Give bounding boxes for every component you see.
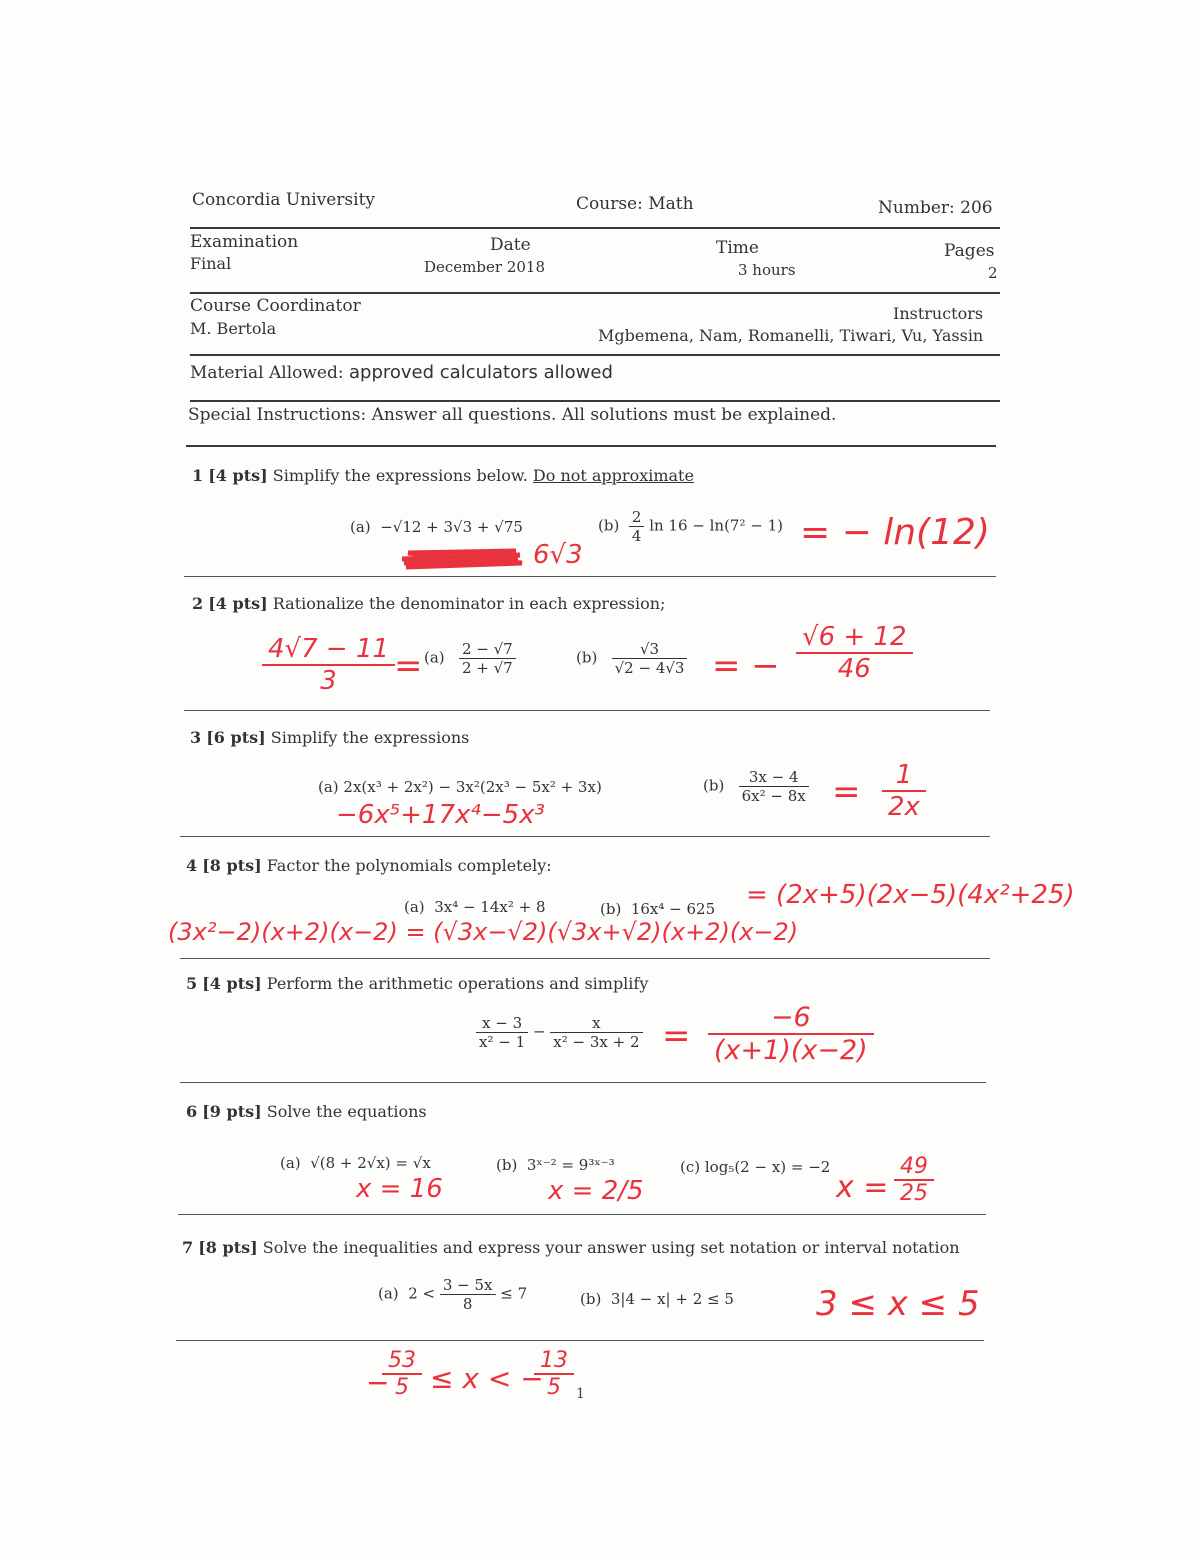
- q3b-answer: $\frac{1}{2x}$: [882, 760, 926, 822]
- q4-part-b: (b) 16x⁴ − 625: [600, 900, 716, 918]
- pages-label: Pages: [944, 241, 995, 261]
- q5-answer: $\frac{-6}{(x+1)(x-2)}$: [708, 1002, 874, 1066]
- exam-label: Examination: [190, 232, 299, 252]
- q6-part-c: (c) log₅(2 − x) = −2: [680, 1158, 831, 1176]
- university-name: Concordia University: [192, 190, 376, 210]
- q7a-answer-frac-1: $\frac{53}{5}$: [382, 1348, 422, 1400]
- q7a-suffix: ≤ 7: [500, 1284, 528, 1303]
- q4-points: [8 pts]: [202, 856, 262, 875]
- q6-number: 6: [186, 1102, 198, 1121]
- q4a-answer: (3x²−2)(x+2)(x−2) = (√3x−√2)(√3x+√2)(x+2)(x−2): [168, 918, 799, 946]
- q1-emphasis: Do not approximate: [532, 466, 694, 485]
- q7-points: [8 pts]: [198, 1238, 258, 1257]
- q7b-expression: 3|4 − x| + 2 ≤ 5: [610, 1290, 734, 1308]
- q5-points: [4 pts]: [202, 974, 262, 993]
- question-4-prompt: [186, 856, 552, 875]
- q2b-fraction: $\frac{√3}{√2 - 4√3}$: [612, 640, 688, 677]
- q7-divider: [176, 1340, 984, 1341]
- q7a-answer: − $\frac{53}{5}$ ≤ x < − $\frac{13}{5}$: [366, 1348, 586, 1408]
- q2-part-b: (b) $\frac{√3}{√2 - 4√3}$: [576, 640, 687, 677]
- q1a-answer: 6√3: [533, 540, 583, 570]
- q3-part-b: (b) $\frac{3x - 4}{\text{6x² − 8x}}$: [703, 768, 809, 805]
- q7-part-b: (b) 3|4 − x| + 2 ≤ 5: [580, 1290, 734, 1308]
- question-3-prompt: [190, 728, 469, 747]
- special-label: Special Instructions:: [188, 405, 367, 425]
- page-number: 1: [576, 1386, 585, 1402]
- q5-divider: [180, 1082, 986, 1083]
- question-2-prompt: [192, 594, 665, 613]
- q2a-fraction: $\frac{2 - √7}{2 + √7}$: [459, 640, 516, 677]
- q6c-answer: $\frac{49}{25}$: [894, 1154, 934, 1206]
- q1-part-b: (b) $\frac{2}{4}$ ln 16 − ln(7² − 1): [598, 508, 783, 545]
- question-5-prompt: [186, 974, 648, 993]
- q3a-expression: 2x(x³ + 2x²) − 3x²(2x³ − 5x² + 3x): [343, 778, 602, 796]
- q2a-equals: =: [394, 646, 423, 686]
- q6-text: Solve the equations: [266, 1102, 427, 1121]
- q2-number: 2: [192, 594, 204, 613]
- header-rule-5: [186, 445, 996, 447]
- header-rule-1: [190, 227, 1000, 229]
- q1-number: 1: [192, 466, 204, 485]
- q7-text: Solve the inequalities and express your answer using set notation or interval notation: [262, 1238, 960, 1257]
- time-value: 3 hours: [738, 261, 796, 279]
- q6c-expression: log₅(2 − x) = −2: [704, 1158, 831, 1176]
- q1b-coefficient: $\frac{2}{4}$: [629, 508, 645, 545]
- coordinator-value: M. Bertola: [190, 319, 277, 338]
- q2-text: Rationalize the denominator in each expression;: [272, 594, 666, 613]
- q7-part-a: (a) 2 < $\frac{3 - 5x}{8}$ ≤ 7: [378, 1276, 528, 1313]
- instructors-value: Mgbemena, Nam, Romanelli, Tiwari, Vu, Yassin: [598, 326, 984, 345]
- q5-text: Perform the arithmetic operations and simplify: [266, 974, 649, 993]
- q1a-expression: −√12 + 3√3 + √75: [380, 518, 523, 536]
- q6c-answer-prefix: x =: [836, 1170, 889, 1205]
- scribble-mark: [400, 545, 530, 571]
- course-label: Course: Math: [576, 194, 694, 214]
- q7-number: 7: [182, 1238, 194, 1257]
- q2b-equals: = −: [712, 646, 780, 686]
- q5-operator: −: [532, 1022, 546, 1041]
- q6-part-b: (b) 3ˣ⁻² = 9³ˣ⁻³: [496, 1156, 615, 1174]
- q6b-answer: x = 2/5: [548, 1176, 644, 1206]
- q5-number: 5: [186, 974, 198, 993]
- q7a-fraction: $\frac{3 - 5x}{8}$: [440, 1276, 496, 1313]
- q3-points: [6 pts]: [206, 728, 266, 747]
- q4-divider: [180, 958, 990, 959]
- q5-fraction-2: $\frac{x}{\text{x² − 3x + 2}}$: [550, 1014, 642, 1051]
- instructors-label: Instructors: [893, 304, 984, 323]
- q3a-answer: −6x⁵+17x⁴−5x³: [336, 800, 545, 830]
- material-value: approved calculators allowed: [349, 362, 613, 383]
- q2-points: [4 pts]: [208, 594, 268, 613]
- q6-divider: [178, 1214, 986, 1215]
- q4-number: 4: [186, 856, 198, 875]
- header-rule-3: [190, 354, 1000, 356]
- q7b-answer: 3 ≤ x ≤ 5: [816, 1284, 980, 1324]
- pages-value: 2: [988, 264, 998, 282]
- time-label: Time: [716, 238, 759, 258]
- q6a-answer: x = 16: [356, 1174, 443, 1204]
- q7a-answer-middle: ≤ x < −: [430, 1362, 544, 1395]
- q3-part-a: (a) 2x(x³ + 2x²) − 3x²(2x³ − 5x² + 3x): [318, 778, 602, 796]
- q2-part-a: (a) $\frac{2 - √7}{2 + √7}$: [424, 640, 516, 677]
- date-label: Date: [490, 235, 531, 255]
- q4b-expression: 16x⁴ − 625: [630, 900, 716, 918]
- q6-points: [9 pts]: [202, 1102, 262, 1121]
- q1-text: Simplify the expressions below.: [272, 466, 528, 485]
- q4a-expression: 3x⁴ − 14x² + 8: [434, 898, 546, 916]
- q3-number: 3: [190, 728, 202, 747]
- q7a-answer-frac-2: $\frac{13}{5}$: [534, 1348, 574, 1400]
- q1-part-a: (a) −√12 + 3√3 + √75: [350, 518, 523, 536]
- q2a-answer: $\frac{4√7 - 11}{3}$: [262, 634, 395, 696]
- header-rule-2: [190, 292, 1000, 294]
- question-1-prompt: [192, 466, 694, 485]
- q1b-answer: = − ln(12): [800, 512, 990, 553]
- q3b-fraction: $\frac{3x - 4}{\text{6x² − 8x}}$: [739, 768, 809, 805]
- q6-part-a: (a) √(8 + 2√x) = √x: [280, 1154, 431, 1172]
- material-allowed: [190, 362, 613, 383]
- q1-points: [4 pts]: [208, 466, 268, 485]
- q4-text: Factor the polynomials completely:: [266, 856, 552, 875]
- q1-divider: [184, 576, 996, 577]
- q5-equals: =: [662, 1016, 691, 1056]
- course-number: Number: 206: [878, 198, 993, 218]
- coordinator-label: Course Coordinator: [190, 296, 361, 316]
- special-instructions: [188, 405, 836, 425]
- q4-part-a: (a) 3x⁴ − 14x² + 8: [404, 898, 546, 916]
- q3-divider: [180, 836, 990, 837]
- header-rule-4: [190, 400, 1000, 402]
- special-value: Answer all questions. All solutions must be explained.: [371, 405, 837, 425]
- q5-fraction-1: $\frac{x - 3}{\text{x² − 1}}$: [476, 1014, 528, 1051]
- q5-expression: [476, 1014, 643, 1051]
- q6a-expression: √(8 + 2√x) = √x: [310, 1154, 431, 1172]
- q1b-expression: ln 16 − ln(7² − 1): [649, 516, 783, 535]
- q4b-answer: = (2x+5)(2x−5)(4x²+25): [746, 880, 1075, 910]
- exam-value: Final: [190, 254, 232, 273]
- q2-divider: [184, 710, 990, 711]
- question-7-prompt: [182, 1238, 960, 1257]
- q3-text: Simplify the expressions: [270, 728, 470, 747]
- material-label: Material Allowed:: [190, 363, 344, 383]
- question-6-prompt: [186, 1102, 427, 1121]
- q2b-answer: $\frac{√6 + 12}{46}$: [796, 622, 913, 684]
- q3b-equals: =: [832, 772, 861, 812]
- q7a-prefix: 2 <: [408, 1284, 436, 1303]
- date-value: December 2018: [424, 258, 545, 276]
- q6b-expression: 3ˣ⁻² = 9³ˣ⁻³: [526, 1156, 615, 1174]
